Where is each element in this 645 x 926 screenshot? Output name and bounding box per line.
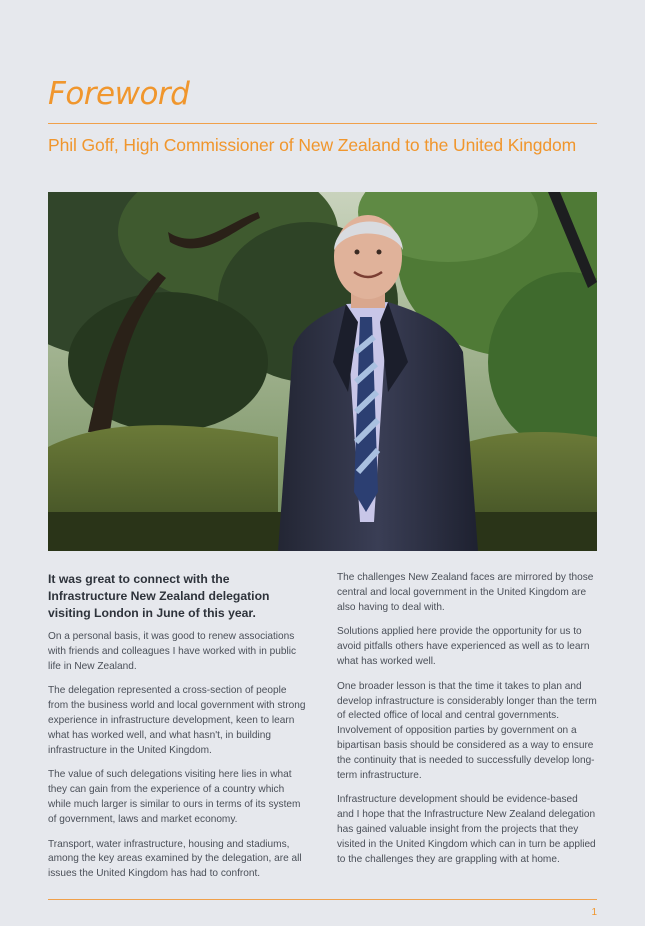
body-paragraph: The challenges New Zealand faces are mirrored by those central and local government in the United Kingdom are also having to deal with.: [337, 572, 594, 613]
page-title: Foreword: [48, 76, 190, 112]
page-number: 1: [591, 907, 597, 918]
body-paragraph: The delegation represented a cross-section of people from the business world and local government with strong experience in infrastructure development, keen to learn what has worked well, and what hasn't, in building infrastructure in the United Kingdom.: [48, 685, 306, 756]
body-paragraph: On a personal basis, it was good to renew associations with friends and colleagues I have worked with in public life in New Zealand.: [48, 631, 296, 672]
body-paragraph: Infrastructure development should be evidence-based and I hope that the Infrastructure New Zealand delegation has gained valuable insight from the projects that they visited in the United Kingdom which can in turn be applied to the challenges they are grappling with at home.: [337, 794, 596, 865]
body-column-left: [48, 571, 308, 892]
body-paragraph: Transport, water infrastructure, housing and stadiums, among the key areas examined by the delegation, are all issues the United Kingdom has had to confront.: [48, 838, 302, 880]
footer-divider: [48, 899, 597, 900]
lead-paragraph: It was great to connect with the Infrastructure New Zealand delegation visiting London in June of this year.: [48, 572, 270, 620]
portrait-photo: [48, 192, 597, 551]
body-paragraph: The value of such delegations visiting here lies in what they can gain from the experience of a country which while much larger is similar to ours in terms of its system of government, laws and market economy.: [48, 769, 301, 825]
body-column-right: [337, 571, 597, 877]
title-divider: [48, 123, 597, 124]
body-paragraph: One broader lesson is that the time it takes to plan and develop infrastructure is considerably longer than the term of elected office of local and central governments. Involvement of opposition parties by government on a bipartisan basis should be considered as a way to ensure the continuity that is needed to successfully develop long-term infrastructure.: [337, 680, 597, 781]
page-subtitle: Phil Goff, High Commissioner of New Zealand to the United Kingdom: [48, 135, 577, 155]
portrait-illustration: [48, 192, 597, 551]
body-paragraph: Solutions applied here provide the opportunity for us to avoid pitfalls others have experienced as well as to learn what has worked well.: [337, 626, 590, 667]
